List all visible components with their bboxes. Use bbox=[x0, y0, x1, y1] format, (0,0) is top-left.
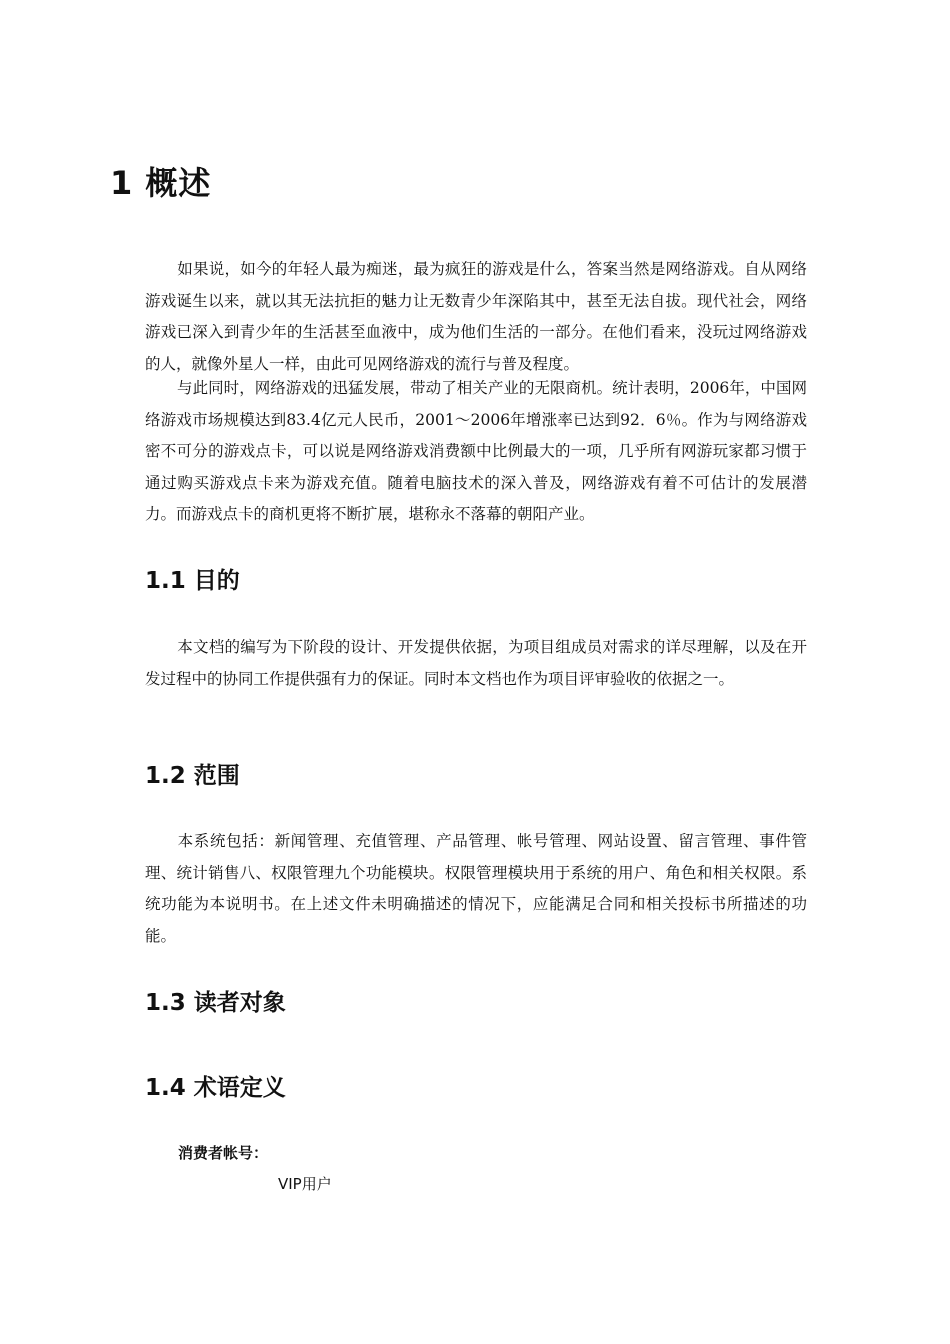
scope-paragraph-text: 本系统包括：新闻管理、充值管理、产品管理、帐号管理、网站设置、留言管理、事件管理、统计销售八、权限管理九个功能模块。权限管理模块用于系统的用户、角色和相关权限。系统功能为本说明书。在上述文件未明确描述的情况下，应能满足合同和相关投标书所描述的功能。 bbox=[145, 832, 807, 945]
purpose-paragraph bbox=[145, 632, 807, 695]
section-heading-audience: 1.3 读者对象 bbox=[145, 990, 286, 1016]
intro-paragraph-2 bbox=[145, 373, 807, 531]
intro-paragraph-2-text: 与此同时，网络游戏的迅猛发展，带动了相关产业的无限商机。统计表明，2006年，中国网络游戏市场规模达到83.4亿元人民币，2001～2006年增涨率已达到92．6％。作为与网络游戏密不可分的游戏点卡，可以说是网络游戏消费额中比例最大的一项，几乎所有网游玩家都习惯于通过购买游戏点卡来为游戏充值。随着电脑技术的深入普及，网络游戏有着不可估计的发展潜力。而游戏点卡的商机更将不断扩展，堪称永不落幕的朝阳产业。 bbox=[145, 379, 807, 524]
section-heading-scope: 1.2 范围 bbox=[145, 763, 240, 789]
section-heading-purpose: 1.1 目的 bbox=[145, 568, 240, 594]
section-heading-terms: 1.4 术语定义 bbox=[145, 1075, 286, 1101]
term-label: 消费者帐号： bbox=[178, 1144, 269, 1162]
intro-paragraph-1 bbox=[145, 254, 807, 380]
purpose-paragraph-text: 本文档的编写为下阶段的设计、开发提供依据，为项目组成员对需求的详尽理解，以及在开发过程中的协同工作提供强有力的保证。同时本文档也作为项目评审验收的依据之一。 bbox=[145, 638, 807, 688]
term-definition: VIP用户 bbox=[278, 1175, 332, 1193]
intro-paragraph-1-text: 如果说，如今的年轻人最为痴迷，最为疯狂的游戏是什么，答案当然是网络游戏。自从网络游戏诞生以来，就以其无法抗拒的魅力让无数青少年深陷其中，甚至无法自拔。现代社会，网络游戏已深入到青少年的生活甚至血液中，成为他们生活的一部分。在他们看来，没玩过网络游戏的人，就像外星人一样，由此可见网络游戏的流行与普及程度。 bbox=[145, 260, 807, 373]
chapter-heading: 1 概述 bbox=[110, 164, 212, 202]
scope-paragraph bbox=[145, 826, 807, 952]
